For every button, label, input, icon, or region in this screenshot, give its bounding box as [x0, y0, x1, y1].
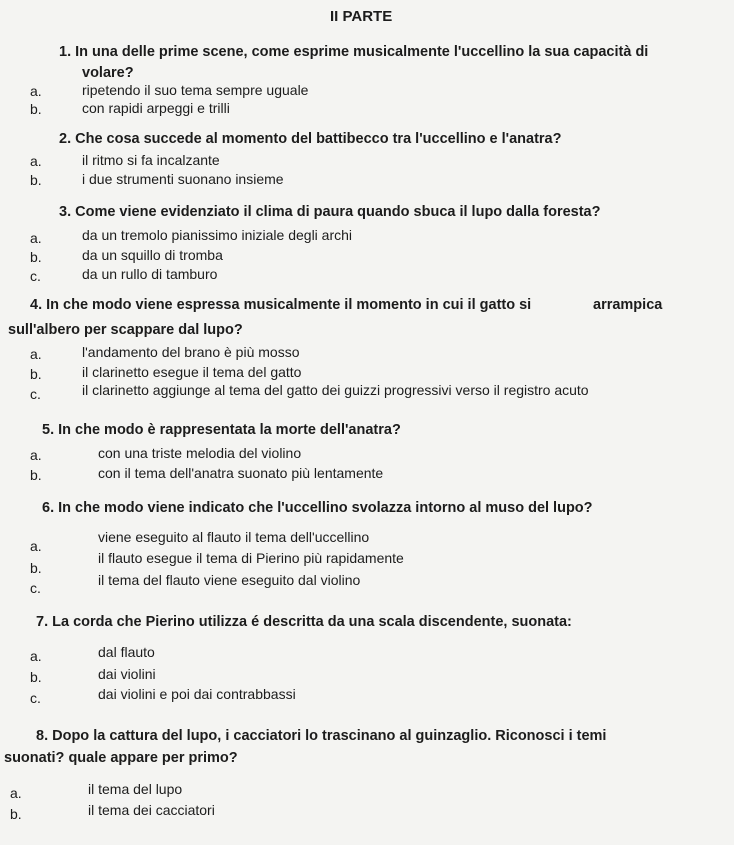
q5-option-b-text: con il tema dell'anatra suonato più lentamente — [98, 465, 384, 481]
q2-option-b-letter: b. — [30, 172, 42, 188]
question-4-line-1-end: arrampica — [593, 297, 663, 313]
q6-option-b-text: il flauto esegue il tema di Pierino più rapidamente — [98, 550, 404, 566]
q6-option-a-text: viene eseguito al flauto il tema dell'uccellino — [98, 529, 370, 545]
question-4-line-1: 4. In che modo viene espressa musicalmente il momento in cui il gatto si — [30, 297, 532, 313]
q5-option-b-letter: b. — [30, 467, 42, 483]
q3-option-c-letter: c. — [30, 268, 41, 284]
q3-option-c-text: da un rullo di tamburo — [82, 266, 218, 282]
q1-option-b-text: con rapidi arpeggi e trilli — [82, 100, 230, 116]
question-8-line-1: 8. Dopo la cattura del lupo, i cacciatori lo trascinano al guinzaglio. Riconosci i temi — [36, 728, 607, 744]
q6-option-a-letter: a. — [30, 538, 42, 554]
q3-option-a-letter: a. — [30, 230, 42, 246]
q4-option-a-text: l'andamento del brano è più mosso — [82, 344, 300, 360]
q4-option-c-letter: c. — [30, 386, 41, 402]
q1-option-a-text: ripetendo il suo tema sempre uguale — [82, 82, 309, 98]
question-8-line-2: suonati? quale appare per primo? — [4, 750, 238, 766]
question-1-line-1: 1. In una delle prime scene, come esprime musicalmente l'uccellino la sua capacità di — [59, 44, 649, 60]
question-5-line-1: 5. In che modo è rappresentata la morte dell'anatra? — [42, 422, 401, 438]
q3-option-a-text: da un tremolo pianissimo iniziale degli archi — [82, 227, 353, 243]
q6-option-b-letter: b. — [30, 560, 42, 576]
q7-option-a-text: dal flauto — [98, 644, 155, 660]
q3-option-b-letter: b. — [30, 249, 42, 265]
q4-option-b-text: il clarinetto esegue il tema del gatto — [82, 364, 302, 380]
q7-option-c-text: dai violini e poi dai contrabbassi — [98, 686, 296, 702]
q8-option-a-letter: a. — [10, 785, 22, 801]
q6-option-c-text: il tema del flauto viene eseguito dal violino — [98, 572, 361, 588]
q3-option-b-text: da un squillo di tromba — [82, 247, 223, 263]
q4-option-a-letter: a. — [30, 346, 42, 362]
question-7-line-1: 7. La corda che Pierino utilizza é descritta da una scala discendente, suonata: — [36, 614, 572, 630]
q8-option-b-letter: b. — [10, 806, 22, 822]
q8-option-b-text: il tema dei cacciatori — [88, 802, 215, 818]
q2-option-a-text: il ritmo si fa incalzante — [82, 152, 220, 168]
q6-option-c-letter: c. — [30, 580, 41, 596]
question-6-line-1: 6. In che modo viene indicato che l'uccellino svolazza intorno al muso del lupo? — [42, 500, 593, 516]
q8-option-a-text: il tema del lupo — [88, 781, 183, 797]
question-4-line-2: sull'albero per scappare dal lupo? — [8, 322, 243, 338]
section-title: II PARTE — [330, 8, 393, 25]
q1-option-a-letter: a. — [30, 83, 42, 99]
q7-option-b-letter: b. — [30, 669, 42, 685]
q1-option-b-letter: b. — [30, 101, 42, 117]
q7-option-c-letter: c. — [30, 690, 41, 706]
q4-option-b-letter: b. — [30, 366, 42, 382]
q4-option-c-text: il clarinetto aggiunge al tema del gatto dei guizzi progressivi verso il registro acuto — [82, 382, 589, 398]
q5-option-a-letter: a. — [30, 447, 42, 463]
question-2-line-1: 2. Che cosa succede al momento del battibecco tra l'uccellino e l'anatra? — [59, 131, 562, 147]
q7-option-b-text: dai violini — [98, 666, 156, 682]
q2-option-a-letter: a. — [30, 153, 42, 169]
q5-option-a-text: con una triste melodia del violino — [98, 445, 302, 461]
question-3-line-1: 3. Come viene evidenziato il clima di paura quando sbuca il lupo dalla foresta? — [59, 204, 601, 220]
q7-option-a-letter: a. — [30, 648, 42, 664]
question-1-line-2: volare? — [82, 65, 134, 81]
q2-option-b-text: i due strumenti suonano insieme — [82, 171, 284, 187]
